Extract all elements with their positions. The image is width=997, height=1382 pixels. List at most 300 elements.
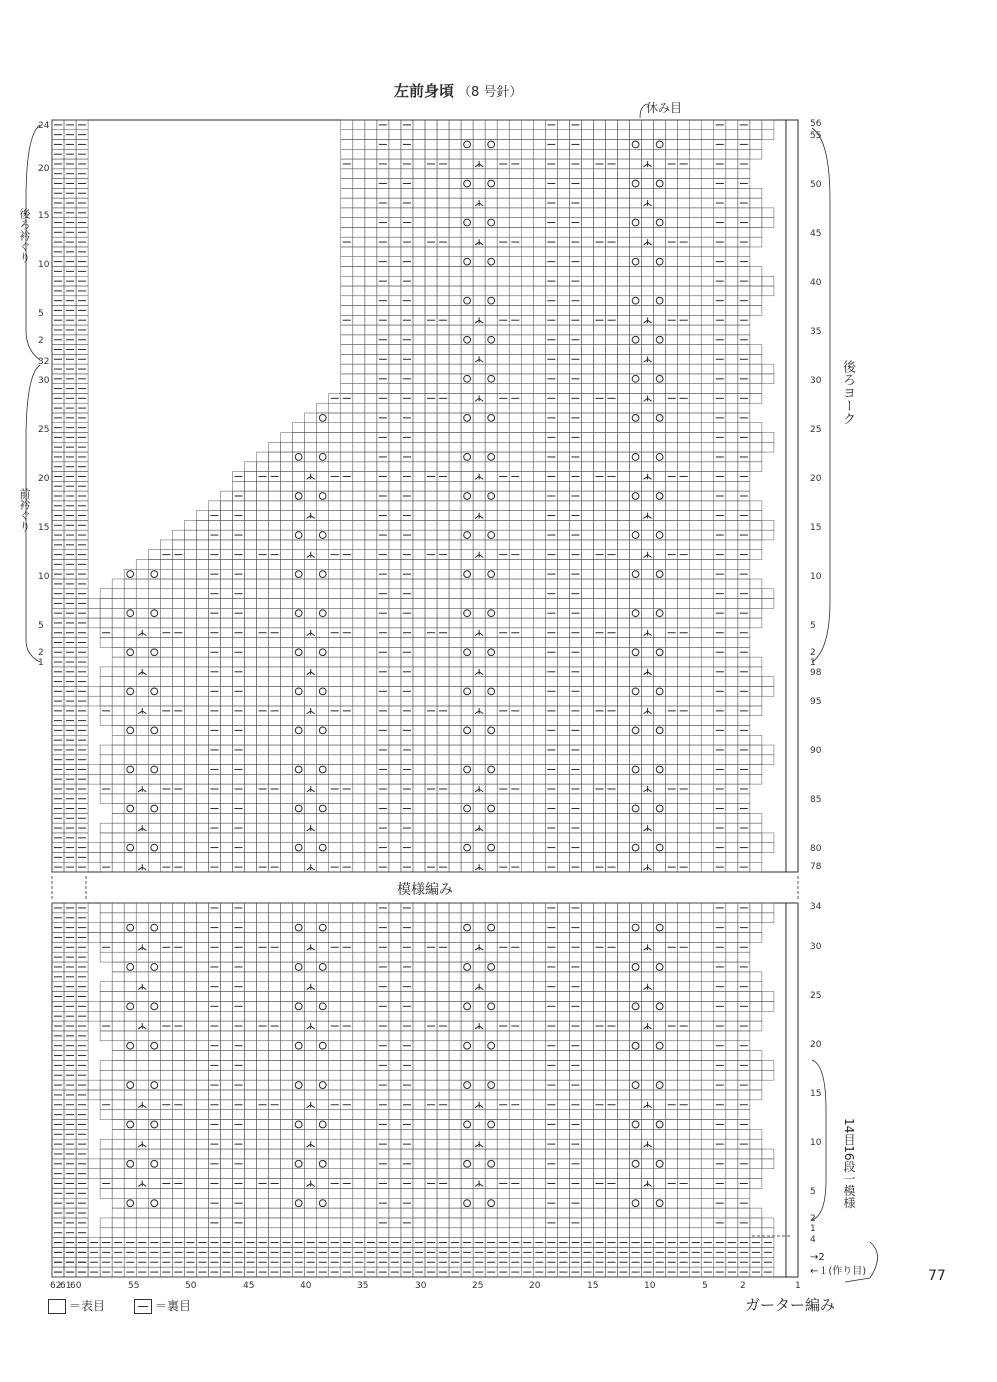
stitch-cell <box>232 559 244 569</box>
stitch-cell <box>750 745 762 755</box>
stitch-cell <box>449 677 461 687</box>
stitch-cell <box>281 599 293 609</box>
stitch-cell <box>702 188 714 198</box>
stitch-cell <box>172 599 184 609</box>
stitch-cell <box>702 755 714 765</box>
stitch-cell <box>545 716 557 726</box>
stitch-cell <box>666 149 678 159</box>
stitch-cell <box>738 364 750 374</box>
stitch-cell <box>654 550 666 560</box>
stitch-cell <box>497 227 509 237</box>
stitch-cell <box>305 765 317 775</box>
stitch-cell <box>257 923 269 933</box>
stitch-cell <box>269 442 281 452</box>
stitch-cell <box>569 306 581 316</box>
stitch-cell <box>353 442 365 452</box>
stitch-cell <box>413 745 425 755</box>
stitch-cell <box>365 852 377 862</box>
stitch-cell <box>257 696 269 706</box>
stitch-cell <box>678 589 690 599</box>
stitch-cell <box>353 696 365 706</box>
stitch-cell <box>738 384 750 394</box>
stitch-cell <box>341 657 353 667</box>
stitch-cell <box>485 237 497 247</box>
stitch-cell <box>702 276 714 286</box>
stitch-cell <box>581 266 593 276</box>
stitch-cell <box>702 569 714 579</box>
stitch-cell <box>413 393 425 403</box>
stitch-cell <box>702 813 714 823</box>
stitch-cell <box>245 472 257 482</box>
yarn-over-mark <box>656 297 663 304</box>
stitch-cell <box>329 726 341 736</box>
stitch-cell <box>702 354 714 364</box>
stitch-cell <box>401 403 413 413</box>
stitch-cell <box>533 169 545 179</box>
yarn-over-mark <box>632 454 639 461</box>
stitch-cell <box>485 276 497 286</box>
stitch-cell <box>413 247 425 257</box>
stitch-cell <box>425 149 437 159</box>
stitch-cell <box>702 903 714 913</box>
stitch-cell <box>630 266 642 276</box>
stitch-cell <box>473 599 485 609</box>
stitch-cell <box>461 784 473 794</box>
stitch-cell <box>545 442 557 452</box>
stitch-cell <box>365 647 377 657</box>
stitch-cell <box>581 354 593 364</box>
stitch-cell <box>257 755 269 765</box>
stitch-cell <box>666 140 678 150</box>
stitch-cell <box>690 452 702 462</box>
stitch-cell <box>401 130 413 140</box>
stitch-cell <box>557 452 569 462</box>
stitch-cell <box>750 657 762 667</box>
stitch-cell <box>281 667 293 677</box>
stitch-cell <box>738 345 750 355</box>
stitch-cell <box>389 345 401 355</box>
stitch-cell <box>581 784 593 794</box>
stitch-cell <box>557 862 569 872</box>
stitch-cell <box>425 120 437 130</box>
stitch-cell <box>714 755 726 765</box>
stitch-cell <box>678 179 690 189</box>
stitch-cell <box>533 335 545 345</box>
stitch-cell <box>485 755 497 765</box>
stitch-cell <box>521 218 533 228</box>
stitch-cell <box>329 833 341 843</box>
stitch-cell <box>654 833 666 843</box>
stitch-cell <box>605 169 617 179</box>
stitch-cell <box>401 755 413 765</box>
stitch-cell <box>642 247 654 257</box>
stitch-cell <box>618 852 630 862</box>
stitch-cell <box>473 481 485 491</box>
stitch-cell <box>690 413 702 423</box>
stitch-cell <box>341 696 353 706</box>
stitch-cell <box>100 913 112 923</box>
stitch-cell <box>232 813 244 823</box>
stitch-cell <box>521 423 533 433</box>
stitch-cell <box>497 726 509 736</box>
stitch-cell <box>593 364 605 374</box>
stitch-cell <box>329 677 341 687</box>
yarn-over-mark <box>632 336 639 343</box>
stitch-cell <box>341 403 353 413</box>
yarn-over-mark <box>151 805 158 812</box>
stitch-cell <box>726 913 738 923</box>
stitch-cell <box>353 628 365 638</box>
stitch-cell <box>521 247 533 257</box>
stitch-cell <box>281 579 293 589</box>
stitch-cell <box>593 491 605 501</box>
stitch-cell <box>245 933 257 943</box>
stitch-cell <box>461 638 473 648</box>
stitch-cell <box>353 540 365 550</box>
stitch-cell <box>449 384 461 394</box>
stitch-cell <box>726 227 738 237</box>
stitch-cell <box>545 403 557 413</box>
stitch-cell <box>341 481 353 491</box>
stitch-cell <box>569 442 581 452</box>
stitch-cell <box>220 794 232 804</box>
stitch-cell <box>521 843 533 853</box>
stitch-cell <box>413 923 425 933</box>
stitch-cell <box>690 159 702 169</box>
stitch-cell <box>196 706 208 716</box>
stitch-cell <box>365 247 377 257</box>
stitch-cell <box>690 423 702 433</box>
stitch-cell <box>88 774 100 784</box>
stitch-cell <box>365 933 377 943</box>
stitch-cell <box>690 774 702 784</box>
stitch-cell <box>184 628 196 638</box>
stitch-cell <box>509 765 521 775</box>
stitch-cell <box>557 823 569 833</box>
stitch-cell <box>425 804 437 814</box>
stitch-cell <box>425 618 437 628</box>
stitch-cell <box>605 686 617 696</box>
stitch-cell <box>750 452 762 462</box>
stitch-cell <box>630 933 642 943</box>
stitch-cell <box>293 423 305 433</box>
stitch-cell <box>521 608 533 618</box>
stitch-cell <box>545 579 557 589</box>
stitch-cell <box>521 257 533 267</box>
stitch-cell <box>666 589 678 599</box>
stitch-cell <box>413 481 425 491</box>
stitch-cell <box>389 852 401 862</box>
stitch-cell <box>148 784 160 794</box>
stitch-cell <box>618 638 630 648</box>
stitch-cell <box>148 628 160 638</box>
stitch-cell <box>521 325 533 335</box>
stitch-cell <box>581 472 593 482</box>
stitch-cell <box>269 823 281 833</box>
stitch-cell <box>581 540 593 550</box>
stitch-cell <box>521 804 533 814</box>
stitch-cell <box>425 913 437 923</box>
stitch-cell <box>305 540 317 550</box>
stitch-cell <box>124 589 136 599</box>
stitch-cell <box>738 696 750 706</box>
stitch-cell <box>497 345 509 355</box>
stitch-cell <box>413 491 425 501</box>
stitch-cell <box>618 696 630 706</box>
stitch-cell <box>293 716 305 726</box>
stitch-cell <box>136 755 148 765</box>
stitch-cell <box>269 667 281 677</box>
stitch-cell <box>100 589 112 599</box>
stitch-cell <box>497 589 509 599</box>
stitch-cell <box>630 813 642 823</box>
stitch-cell <box>738 852 750 862</box>
yarn-over-mark <box>632 805 639 812</box>
stitch-cell <box>317 667 329 677</box>
stitch-cell <box>485 599 497 609</box>
stitch-cell <box>557 903 569 913</box>
stitch-cell <box>160 794 172 804</box>
stitch-cell <box>341 913 353 923</box>
stitch-cell <box>112 716 124 726</box>
stitch-cell <box>100 765 112 775</box>
stitch-cell <box>232 501 244 511</box>
stitch-cell <box>473 638 485 648</box>
stitch-cell <box>449 413 461 423</box>
stitch-cell <box>642 843 654 853</box>
yarn-over-mark <box>632 532 639 539</box>
stitch-cell <box>690 374 702 384</box>
stitch-cell <box>281 686 293 696</box>
stitch-cell <box>232 520 244 530</box>
stitch-cell <box>654 933 666 943</box>
stitch-cell <box>750 149 762 159</box>
stitch-cell <box>738 677 750 687</box>
stitch-cell <box>726 579 738 589</box>
stitch-cell <box>666 599 678 609</box>
stitch-cell <box>642 804 654 814</box>
stitch-cell <box>377 384 389 394</box>
stitch-cell <box>341 413 353 423</box>
stitch-cell <box>618 208 630 218</box>
yarn-over-mark <box>488 688 495 695</box>
stitch-cell <box>618 159 630 169</box>
stitch-cell <box>593 520 605 530</box>
stitch-cell <box>317 933 329 943</box>
decrease-mark <box>138 864 146 870</box>
stitch-cell <box>341 354 353 364</box>
stitch-cell <box>293 433 305 443</box>
stitch-cell <box>449 569 461 579</box>
stitch-cell <box>437 257 449 267</box>
stitch-cell <box>329 745 341 755</box>
stitch-cell <box>293 472 305 482</box>
stitch-cell <box>389 149 401 159</box>
stitch-cell <box>762 442 774 452</box>
stitch-cell <box>365 364 377 374</box>
stitch-cell <box>245 520 257 530</box>
stitch-cell <box>437 130 449 140</box>
stitch-cell <box>112 784 124 794</box>
stitch-cell <box>678 188 690 198</box>
yarn-over-mark <box>656 727 663 734</box>
stitch-cell <box>341 638 353 648</box>
stitch-cell <box>654 130 666 140</box>
stitch-cell <box>365 559 377 569</box>
stitch-cell <box>521 559 533 569</box>
stitch-cell <box>545 384 557 394</box>
stitch-cell <box>172 923 184 933</box>
stitch-cell <box>497 403 509 413</box>
stitch-cell <box>365 618 377 628</box>
stitch-cell <box>726 433 738 443</box>
stitch-cell <box>702 452 714 462</box>
stitch-cell <box>605 266 617 276</box>
stitch-cell <box>630 325 642 335</box>
stitch-cell <box>389 169 401 179</box>
top-pattern-grid <box>88 120 774 872</box>
stitch-cell <box>329 765 341 775</box>
stitch-cell <box>124 638 136 648</box>
stitch-cell <box>305 774 317 784</box>
stitch-cell <box>305 843 317 853</box>
yarn-over-mark <box>656 649 663 656</box>
stitch-cell <box>605 765 617 775</box>
stitch-cell <box>618 257 630 267</box>
stitch-cell <box>341 374 353 384</box>
stitch-cell <box>593 325 605 335</box>
stitch-cell <box>497 169 509 179</box>
stitch-cell <box>353 794 365 804</box>
stitch-cell <box>196 716 208 726</box>
stitch-cell <box>605 491 617 501</box>
stitch-cell <box>473 520 485 530</box>
stitch-cell <box>702 335 714 345</box>
stitch-cell <box>245 618 257 628</box>
stitch-cell <box>220 677 232 687</box>
stitch-cell <box>509 852 521 862</box>
stitch-cell <box>497 765 509 775</box>
stitch-cell <box>112 774 124 784</box>
stitch-cell <box>184 550 196 560</box>
stitch-cell <box>593 794 605 804</box>
stitch-cell <box>365 686 377 696</box>
stitch-cell <box>160 833 172 843</box>
stitch-cell <box>245 923 257 933</box>
stitch-cell <box>557 599 569 609</box>
stitch-cell <box>581 735 593 745</box>
stitch-cell <box>521 511 533 521</box>
stitch-cell <box>413 569 425 579</box>
stitch-cell <box>389 393 401 403</box>
stitch-cell <box>269 608 281 618</box>
stitch-cell <box>545 813 557 823</box>
stitch-cell <box>413 852 425 862</box>
stitch-cell <box>509 442 521 452</box>
stitch-cell <box>353 726 365 736</box>
stitch-cell <box>377 169 389 179</box>
stitch-cell <box>461 589 473 599</box>
stitch-cell <box>437 345 449 355</box>
stitch-cell <box>160 903 172 913</box>
stitch-cell <box>437 198 449 208</box>
stitch-cell <box>281 481 293 491</box>
stitch-cell <box>437 218 449 228</box>
stitch-cell <box>714 540 726 550</box>
stitch-cell <box>533 794 545 804</box>
stitch-cell <box>642 755 654 765</box>
stitch-cell <box>642 345 654 355</box>
stitch-cell <box>353 686 365 696</box>
stitch-cell <box>413 169 425 179</box>
stitch-cell <box>437 923 449 933</box>
stitch-cell <box>341 813 353 823</box>
stitch-cell <box>377 540 389 550</box>
stitch-cell <box>425 579 437 589</box>
stitch-cell <box>389 608 401 618</box>
stitch-cell <box>509 903 521 913</box>
stitch-cell <box>341 491 353 501</box>
stitch-cell <box>317 628 329 638</box>
stitch-cell <box>461 237 473 247</box>
stitch-cell <box>341 149 353 159</box>
stitch-cell <box>425 130 437 140</box>
stitch-cell <box>678 933 690 943</box>
stitch-cell <box>329 530 341 540</box>
stitch-cell <box>401 794 413 804</box>
stitch-cell <box>618 325 630 335</box>
stitch-cell <box>88 608 100 618</box>
stitch-cell <box>473 120 485 130</box>
stitch-cell <box>618 589 630 599</box>
stitch-cell <box>666 433 678 443</box>
stitch-cell <box>437 599 449 609</box>
stitch-cell <box>317 677 329 687</box>
stitch-cell <box>545 227 557 237</box>
stitch-cell <box>581 208 593 218</box>
stitch-cell <box>269 638 281 648</box>
stitch-cell <box>630 774 642 784</box>
stitch-cell <box>389 140 401 150</box>
stitch-cell <box>377 696 389 706</box>
stitch-cell <box>569 794 581 804</box>
stitch-cell <box>678 198 690 208</box>
stitch-cell <box>485 393 497 403</box>
stitch-cell <box>473 774 485 784</box>
stitch-cell <box>654 784 666 794</box>
stitch-cell <box>365 903 377 913</box>
stitch-cell <box>593 257 605 267</box>
stitch-cell <box>654 472 666 482</box>
stitch-cell <box>245 755 257 765</box>
stitch-cell <box>184 686 196 696</box>
stitch-cell <box>341 276 353 286</box>
stitch-cell <box>293 540 305 550</box>
stitch-cell <box>533 755 545 765</box>
stitch-cell <box>545 462 557 472</box>
stitch-cell <box>569 852 581 862</box>
stitch-cell <box>365 315 377 325</box>
stitch-cell <box>678 296 690 306</box>
stitch-cell <box>160 677 172 687</box>
yarn-over-mark <box>632 649 639 656</box>
stitch-cell <box>630 433 642 443</box>
stitch-cell <box>317 423 329 433</box>
stitch-cell <box>208 618 220 628</box>
stitch-cell <box>533 159 545 169</box>
stitch-cell <box>136 647 148 657</box>
stitch-cell <box>630 823 642 833</box>
